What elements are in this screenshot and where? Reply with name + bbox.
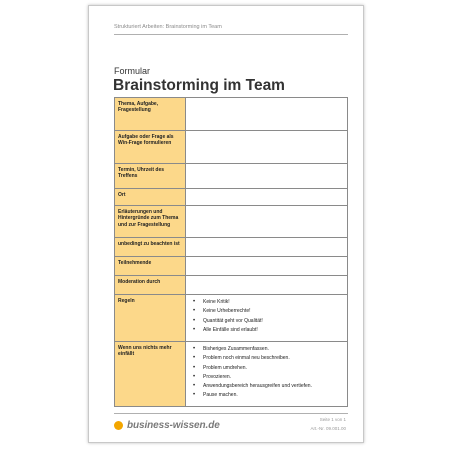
list-item: • Problem umdrehen.: [189, 364, 344, 373]
logo-dot-icon: [114, 421, 123, 430]
footer-divider: [114, 413, 348, 414]
page-number: Seite 1 von 1: [319, 417, 346, 422]
form-value-beachten[interactable]: [186, 238, 348, 257]
form-row-moderation: [115, 276, 348, 295]
list-item: • Provozieren.: [189, 373, 344, 382]
form-value-teilnehmende[interactable]: [186, 257, 348, 276]
rules-list: [189, 298, 344, 335]
form-label: Thema, Aufgabe, Fragestellung: [115, 98, 186, 131]
header-divider: [114, 34, 348, 35]
form-value-thema[interactable]: [186, 98, 348, 131]
form-row-erlaeuterungen: [115, 206, 348, 238]
form-row-teilnehmende: [115, 257, 348, 276]
form-value-wenn-nichts-einfaellt: [186, 342, 348, 407]
form-label: Teilnehmende: [115, 257, 186, 276]
document-subtitle: Formular: [114, 66, 151, 76]
list-item: • Problem noch einmal neu beschreiben.: [189, 354, 344, 363]
form-label: unbedingt zu beachten ist: [115, 238, 186, 257]
document-title: Brainstorming im Team: [113, 77, 285, 94]
form-row-ort: [115, 189, 348, 206]
breadcrumb: Strukturiert Arbeiten: Brainstorming im Team: [114, 24, 222, 30]
list-item: • Anwendungsbereich herausgreifen und vertiefen.: [189, 382, 344, 391]
form-row-wenn-nichts-einfaellt: [115, 342, 348, 407]
list-item: • Keine Urheberrechte!: [189, 307, 344, 316]
document-page: [88, 5, 364, 443]
form-label: Regeln: [115, 295, 186, 342]
list-item: • Alle Einfälle sind erlaubt!: [189, 326, 344, 335]
brand-logo: [114, 420, 220, 431]
form-label: Moderation durch: [115, 276, 186, 295]
form-row-beachten: [115, 238, 348, 257]
list-item: • Pause machen.: [189, 391, 344, 400]
form-row-thema: [115, 98, 348, 131]
list-item: • Quantität geht vor Qualität!: [189, 317, 344, 326]
form-label: Aufgabe oder Frage als Win-Frage formulieren: [115, 131, 186, 164]
list-item: • Bisheriges Zusammenfassen.: [189, 345, 344, 354]
brainstorming-form-table: [114, 97, 348, 407]
form-row-aufgabe: [115, 131, 348, 164]
form-value-moderation[interactable]: [186, 276, 348, 295]
list-item: • Keine Kritik!: [189, 298, 344, 307]
form-label: Termin, Uhrzeit des Treffens: [115, 164, 186, 189]
form-label: Wenn uns nichts mehr einfällt: [115, 342, 186, 407]
logo-text: business-wissen.de: [127, 420, 220, 431]
form-value-regeln: [186, 295, 348, 342]
fallback-list: [189, 345, 344, 401]
form-value-ort[interactable]: [186, 189, 348, 206]
form-value-termin[interactable]: [186, 164, 348, 189]
form-label: Erläuterungen und Hintergründe zum Thema und zur Fragestellung: [115, 206, 186, 238]
form-row-termin: [115, 164, 348, 189]
form-label: Ort: [115, 189, 186, 206]
article-number: Art.-Nr. 09.001.00: [310, 426, 346, 431]
form-row-regeln: [115, 295, 348, 342]
form-value-erlaeuterungen[interactable]: [186, 206, 348, 238]
form-value-aufgabe[interactable]: [186, 131, 348, 164]
